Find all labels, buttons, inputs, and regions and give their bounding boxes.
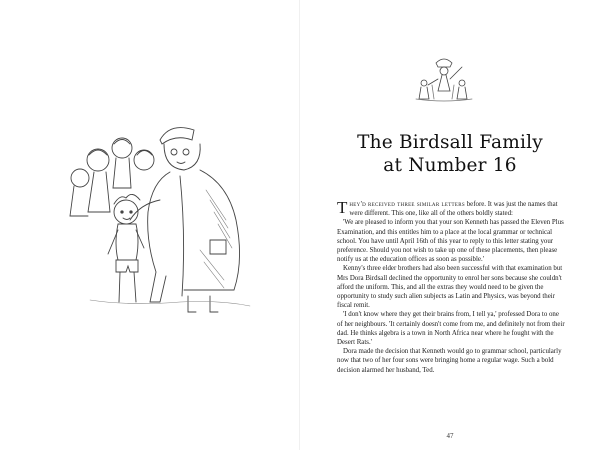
paragraph-4: 'I don't know where they get their brains from, I tell ya,' professed Dora to one of her neighbours. 'It certainly doesn't come from me, and definitely not from their dad. He thinks algebra is a town in North Africa near where he fought with the Desert Rats.' — [337, 311, 565, 347]
paragraph-1-text: before. It was just the names that were different. This one, like all of the others boldly stated: — [349, 201, 558, 218]
family-illustration — [60, 100, 280, 320]
drop-cap: T — [337, 198, 348, 217]
opening-smallcaps: hey'd received three similar letters — [349, 201, 465, 208]
marching-soldiers-vignette — [412, 55, 474, 105]
right-page — [300, 0, 600, 450]
chapter-title — [330, 131, 570, 177]
paragraph-1 — [337, 200, 565, 218]
chapter-title-line-2: at Number 16 — [383, 155, 517, 176]
paragraph-5: Dora made the decision that Kenneth would go to grammar school, particularly now that two of her four sons were bringing home a regular wage. Such a bold decision alarmed her husband, Ted. — [337, 348, 562, 374]
paragraph-3: Kenny's three elder brothers had also been successful with that examination but Mrs Dora Birdsall declined the opportunity to enrol her sons because she couldn't afford the uniform. This, and all the extras they would need to be given the opportunity to study such alien subjects as Latin and Physics, was beyond their fiscal remit. — [337, 265, 563, 310]
chapter-title-line-1: The Birdsall Family — [357, 132, 543, 153]
page-number: 47 — [446, 432, 454, 440]
paragraph-2: 'We are pleased to inform you that your son Kenneth has passed the Eleven Plus Examination, and this entitles him to a place at the local grammar or technical school. You have until April 16th of this year to reply to this letter stating your preference. Should you not wish to take up one of these placements, then please notify us at the education offices as soon as possible.' — [337, 219, 564, 264]
chapter-body — [337, 200, 565, 375]
